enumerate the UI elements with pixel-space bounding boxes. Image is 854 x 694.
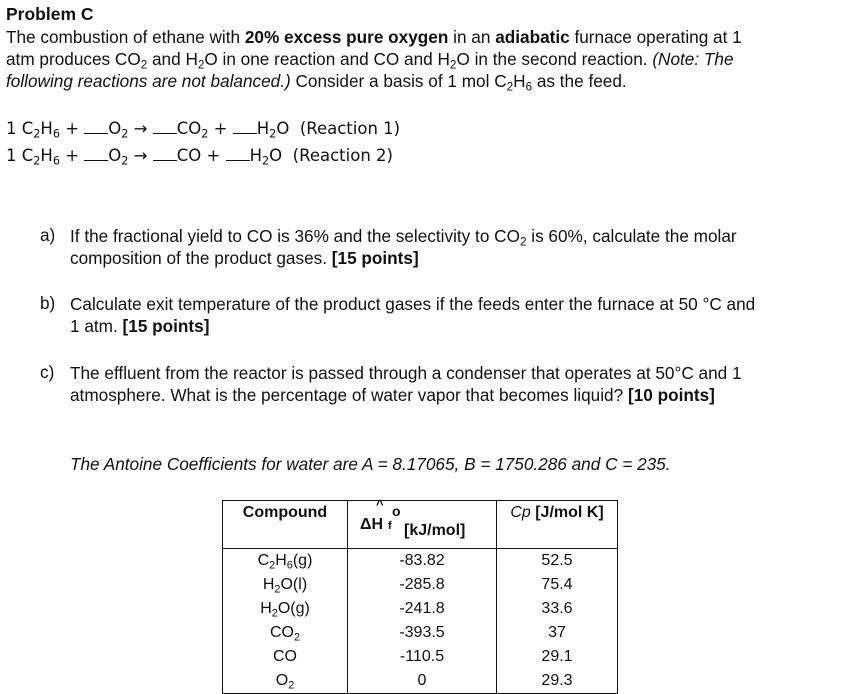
compound-ethane	[223, 549, 347, 573]
subscript: 2	[271, 607, 278, 620]
enthalpy-unit: [kJ/mol]	[404, 522, 466, 539]
cp-value: 29.1	[541, 648, 573, 665]
subscript: 2	[121, 127, 129, 141]
intro-line-2	[6, 48, 734, 70]
subscript: 2	[201, 127, 209, 141]
reactant-ethane: H	[40, 146, 53, 165]
enthalpy-value: -83.82	[399, 552, 445, 569]
problem-title: Problem C	[6, 4, 94, 24]
compound-water-liquid	[223, 573, 347, 597]
properties-table	[222, 497, 618, 694]
reaction-tag: (Reaction 2)	[292, 146, 393, 165]
intro-note: (Note: The	[652, 49, 734, 69]
subscript: 6	[52, 127, 60, 141]
intro-bold-excess: 20% excess pure oxygen	[244, 27, 449, 47]
question-a-label: a)	[40, 225, 56, 245]
enthalpy-value: 0	[417, 672, 427, 689]
cp-column	[497, 549, 618, 694]
intro-bold-adiabatic: adiabatic	[495, 27, 570, 47]
formula-part: H	[262, 576, 275, 593]
reaction-arrow: →	[128, 146, 153, 165]
formula-part: H	[275, 552, 287, 569]
subscript: 2	[33, 154, 41, 168]
header-compound-text: Compound	[242, 504, 328, 521]
plus-sign: +	[59, 119, 85, 138]
coefficient-blank	[84, 119, 108, 134]
intro-text: The combustion of ethane with	[6, 27, 245, 47]
intro-text: as the feed.	[532, 71, 627, 91]
enthalpy-value: -393.5	[399, 624, 445, 641]
reaction-1	[6, 119, 401, 141]
subscript: 2	[197, 58, 205, 72]
compound-o2	[223, 669, 347, 693]
formula-part: O(g)	[277, 600, 310, 617]
subscript: 6	[52, 154, 60, 168]
subscript: 2	[293, 631, 301, 644]
product-water: H	[256, 119, 270, 138]
formula-part: (g)	[292, 552, 313, 569]
cp-value: 33.6	[541, 600, 573, 617]
subscript: 2	[274, 583, 281, 596]
enthalpy-column	[348, 549, 497, 694]
points-label: [15 points]	[331, 248, 419, 268]
intro-line-3	[6, 70, 627, 92]
formula-part: C	[257, 552, 270, 569]
product-water: O	[269, 146, 283, 165]
question-c-label: c)	[40, 362, 55, 382]
coefficient-blank	[153, 146, 177, 161]
subscript: 2	[33, 127, 41, 141]
plus-sign: +	[201, 146, 226, 165]
enthalpy-value: -285.8	[399, 576, 445, 593]
intro-text: furnace operating at 1	[569, 27, 742, 47]
enthalpy-value: -241.8	[399, 600, 445, 617]
cp-symbol: Cp	[510, 504, 531, 521]
reactant-oxygen: O	[108, 146, 122, 165]
subscript: 2	[449, 58, 457, 72]
question-c	[70, 362, 742, 406]
standard-state-circle: o	[392, 503, 401, 519]
header-enthalpy	[348, 497, 497, 549]
compound-co	[223, 645, 347, 669]
subscript: 2	[288, 679, 295, 692]
intro-text: O in one reaction and CO and H	[204, 49, 450, 69]
subscript: 2	[269, 559, 276, 572]
formula-part: CO	[269, 624, 294, 641]
coefficient-blank	[233, 119, 257, 134]
formula-part: H	[260, 600, 272, 617]
coefficient-blank	[153, 119, 177, 134]
reaction-2	[6, 146, 393, 168]
hat-accent: ^	[376, 497, 384, 512]
subscript: 2	[121, 154, 129, 168]
intro-note: following reactions are not balanced.)	[6, 71, 291, 91]
intro-line-1	[6, 26, 742, 48]
question-text: Calculate exit temperature of the product gases if the feeds enter the furnace at 50 °C and	[70, 294, 756, 314]
coefficient-blank	[226, 146, 250, 161]
question-b-label: b)	[40, 293, 56, 313]
subscript: 6	[525, 80, 533, 94]
reactant-oxygen: O	[108, 119, 122, 138]
antoine-coefficients: The Antoine Coefficients for water are A = 8.17065, B = 1750.286 and C = 235.	[70, 454, 671, 474]
points-label: [10 points]	[627, 385, 715, 405]
compound-co2	[223, 621, 347, 645]
product-water: O	[276, 119, 290, 138]
subscript: 2	[269, 127, 277, 141]
intro-text: and H	[147, 49, 198, 69]
header-compound	[223, 501, 348, 549]
intro-text: H	[513, 71, 526, 91]
question-b	[70, 293, 755, 337]
intro-text: O in the second reaction.	[456, 49, 653, 69]
intro-text: Consider a basis of 1 mol C	[290, 71, 507, 91]
compound-water-gas	[223, 597, 347, 621]
question-text: If the fractional yield to CO is 36% and the selectivity to CO	[70, 226, 520, 246]
subscript: 6	[286, 559, 293, 572]
intro-text: in an	[448, 27, 496, 47]
formula-part: O(l)	[280, 576, 308, 593]
header-cp	[497, 501, 618, 549]
formation-subscript: f	[388, 520, 392, 532]
question-text: 1 atm.	[70, 316, 123, 336]
reactant-ethane: H	[40, 119, 53, 138]
question-text: is 60%, calculate the molar	[526, 226, 737, 246]
plus-sign: +	[59, 146, 85, 165]
question-text: atmosphere. What is the percentage of water vapor that becomes liquid?	[70, 385, 628, 405]
plus-sign: +	[208, 119, 233, 138]
reactant-ethane: 1 C	[6, 119, 34, 138]
formula-part: O	[275, 672, 289, 689]
product-water: H	[249, 146, 263, 165]
points-label: [15 points]	[122, 316, 210, 336]
question-text: The effluent from the reactor is passed through a condenser that operates at 50°C and 1	[70, 363, 742, 383]
question-a	[70, 225, 737, 269]
product-co2: CO	[176, 119, 202, 138]
cp-value: 37	[548, 624, 566, 641]
subscript: 2	[506, 80, 514, 94]
reaction-arrow: →	[128, 119, 153, 138]
subscript: 2	[262, 154, 270, 168]
cp-value: 52.5	[541, 552, 573, 569]
formula-part: CO	[273, 648, 297, 665]
cp-value: 29.3	[541, 672, 573, 689]
subscript: 2	[140, 58, 148, 72]
reaction-tag: (Reaction 1)	[299, 119, 401, 138]
coefficient-blank	[84, 146, 108, 161]
delta-h-symbol: ΔH	[360, 516, 384, 533]
cp-value: 75.4	[541, 576, 573, 593]
subscript: 2	[519, 235, 527, 249]
reactant-ethane: 1 C	[6, 146, 34, 165]
question-text: composition of the product gases.	[70, 248, 332, 268]
cp-unit: [J/mol K]	[530, 504, 604, 521]
enthalpy-value: -110.5	[399, 648, 445, 665]
intro-text: atm produces CO	[6, 49, 141, 69]
compound-column	[223, 549, 348, 694]
product-co: CO	[176, 146, 202, 165]
